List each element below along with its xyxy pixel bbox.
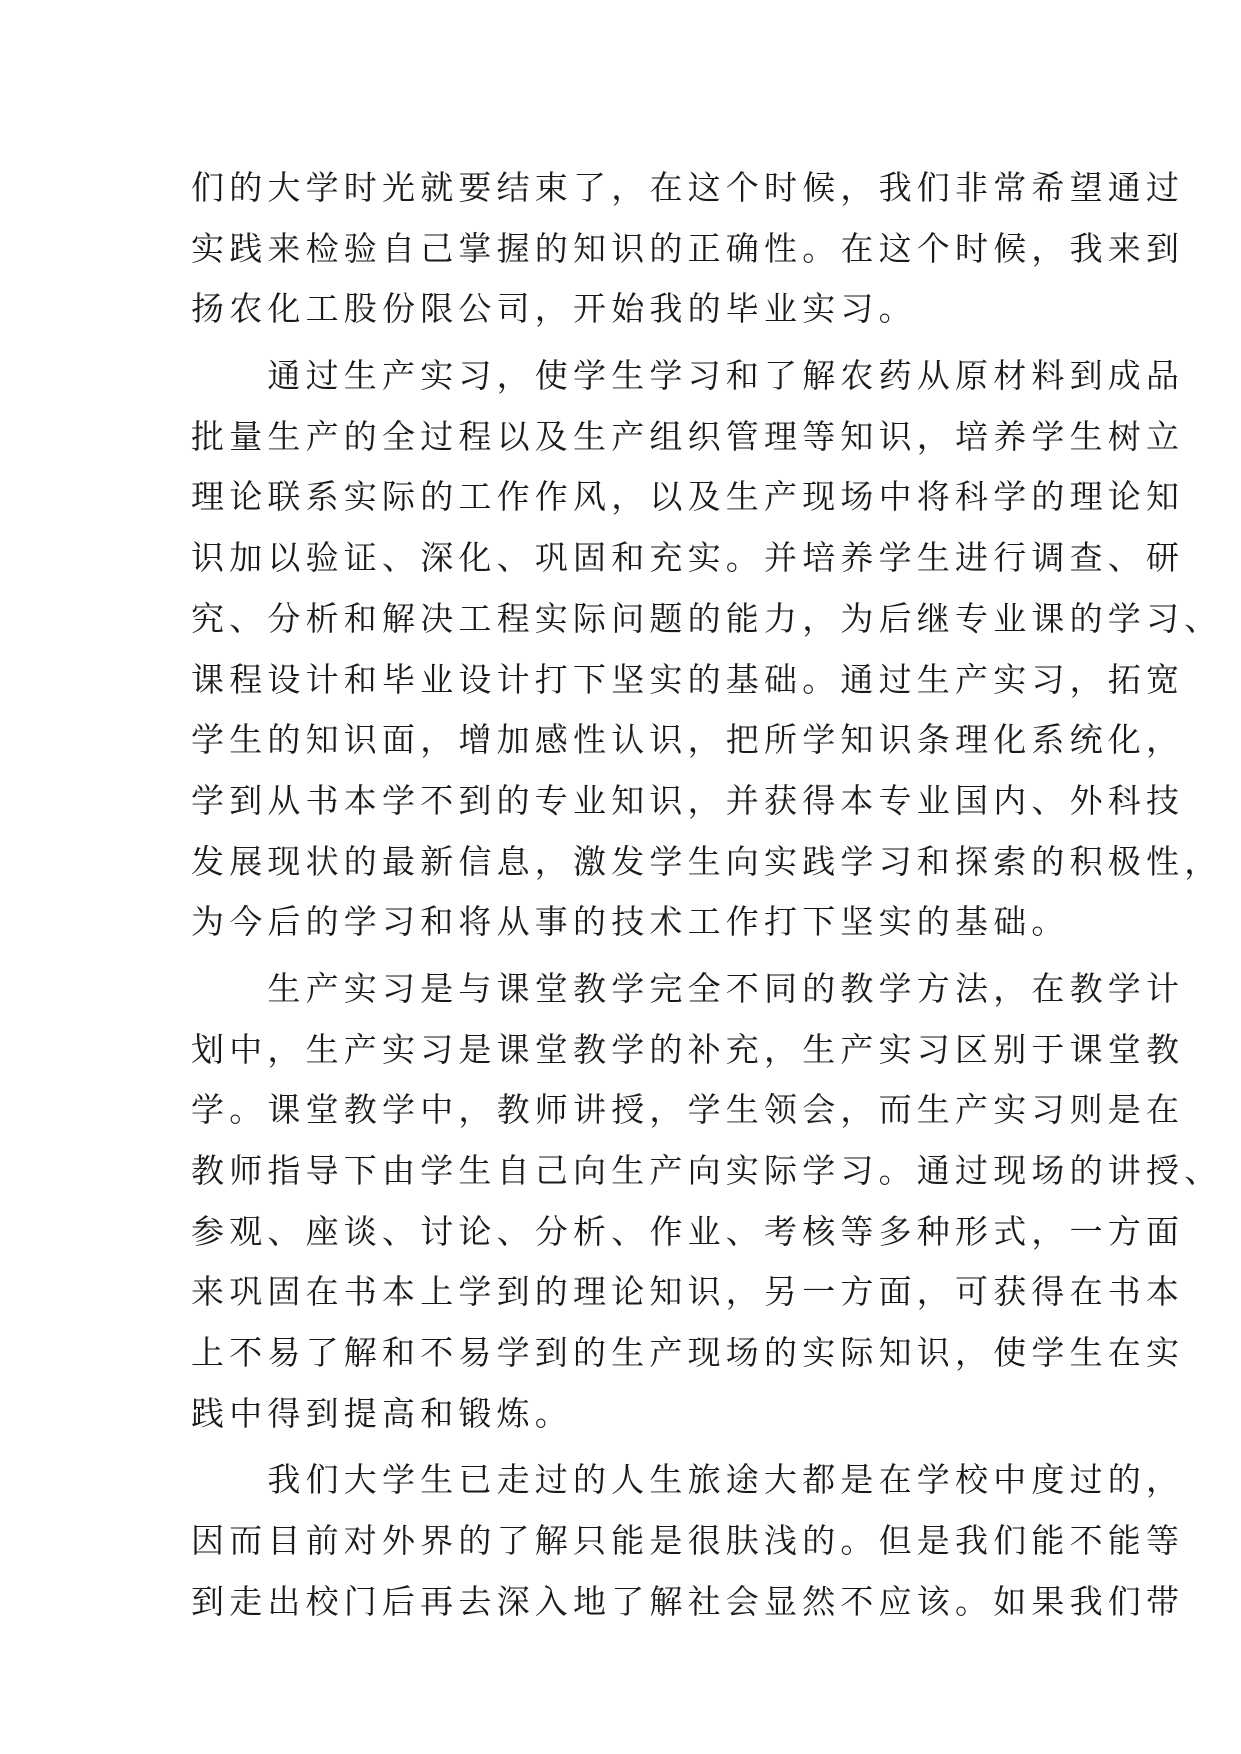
- text-line: 划中，生产实习是课堂教学的补充，生产实习区别于课堂教: [191, 1029, 1185, 1069]
- paragraph-reflection: [191, 1450, 1185, 1632]
- body-text: [191, 158, 1223, 1633]
- text-line: 到走出校门后再去深入地了解社会显然不应该。如果我们带: [191, 1581, 1185, 1621]
- text-line: 究、分析和解决工程实际问题的能力，为后继专业课的学习、: [191, 598, 1223, 638]
- paragraph-purpose: [191, 346, 1223, 953]
- paragraph-method: [191, 959, 1223, 1445]
- text-line: 批量生产的全过程以及生产组织管理等知识，培养学生树立: [191, 416, 1185, 456]
- text-line: 学到从书本学不到的专业知识，并获得本专业国内、外科技: [191, 780, 1185, 820]
- text-line: 生产实习是与课堂教学完全不同的教学方法，在教学计: [191, 968, 1185, 1008]
- text-line: 扬农化工股份限公司，开始我的毕业实习。: [191, 289, 917, 329]
- text-line: 教师指导下由学生自己向生产向实际学习。通过现场的讲授、: [191, 1151, 1223, 1190]
- paragraph-intro: [191, 158, 1185, 340]
- text-line: 参观、座谈、讨论、分析、作业、考核等多种形式，一方面: [191, 1211, 1185, 1251]
- text-line: 识加以验证、深化、巩固和充实。并培养学生进行调查、研: [191, 538, 1185, 578]
- text-line: 践中得到提高和锻炼。: [191, 1393, 573, 1433]
- text-line: 为今后的学习和将从事的技术工作打下坚实的基础。: [191, 902, 1070, 942]
- text-line: 来巩固在书本上学到的理论知识，另一方面，可获得在书本: [191, 1272, 1185, 1312]
- text-line: 因而目前对外界的了解只能是很肤浅的。但是我们能不能等: [191, 1521, 1185, 1561]
- text-line: 通过生产实习，使学生学习和了解农药从原材料到成品: [191, 356, 1185, 396]
- text-line: 课程设计和毕业设计打下坚实的基础。通过生产实习，拓宽: [191, 659, 1185, 699]
- text-line: 学。课堂教学中，教师讲授，学生领会，而生产实习则是在: [191, 1090, 1185, 1130]
- text-line: 上不易了解和不易学到的生产现场的实际知识，使学生在实: [191, 1333, 1185, 1373]
- text-line: 我们大学生已走过的人生旅途大都是在学校中度过的，: [191, 1460, 1185, 1500]
- text-line: 发展现状的最新信息，激发学生向实践学习和探索的积极性，: [191, 841, 1223, 881]
- text-line: 理论联系实际的工作作风，以及生产现场中将科学的理论知: [191, 477, 1185, 517]
- text-line: 学生的知识面，增加感性认识，把所学知识条理化系统化，: [191, 720, 1185, 760]
- text-line: 实践来检验自己掌握的知识的正确性。在这个时候，我来到: [191, 228, 1185, 268]
- text-line: 们的大学时光就要结束了，在这个时候，我们非常希望通过: [191, 168, 1185, 207]
